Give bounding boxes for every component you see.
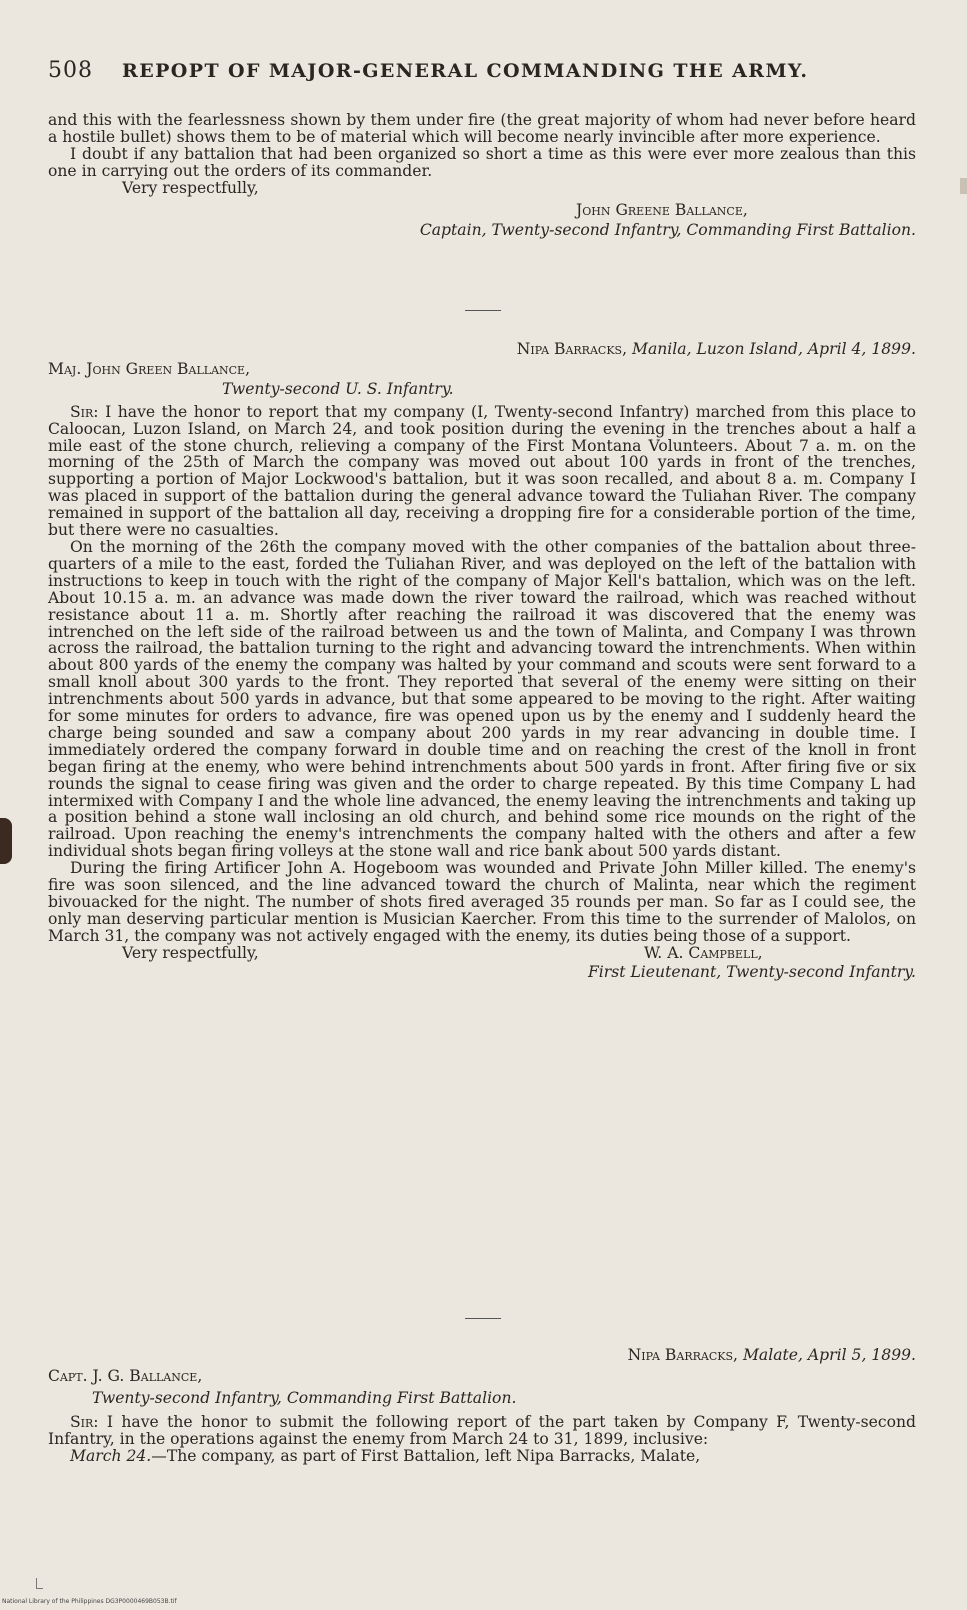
- page-number: 508: [48, 58, 93, 83]
- signature-title: First Lieutenant, Twenty-second Infantry.: [587, 962, 916, 981]
- addressee-unit: Twenty-second Infantry, Commanding First Battalion.: [92, 1388, 517, 1407]
- scan-edge-mark: [960, 178, 967, 194]
- paragraph: Sir: I have the honor to submit the following report of the part taken by Company F, Twenty-second Infantry, in the operations against the enemy from March 24 to 31, 1899, inclusive:: [48, 1412, 916, 1448]
- page-header: [48, 58, 918, 83]
- place: Nipa Barracks,: [627, 1346, 738, 1364]
- paragraph: Sir: I have the honor to report that my company (I, Twenty-second Infantry) marched from this place to Caloocan, Luzon Island, on March 24, and took position during the evening in the trenches about a half a mile east of the stone church, relieving a company of the First Montana Volunteers. About 7 a. m. on the morning of the 25th of March the company was moved out about 100 yards in front of the trenches, supporting a portion of Major Lockwood's battalion, but it was soon recalled, and about 8 a. m. Company I was placed in support of the battalion during the general advance toward the Tuliahan River. The company remained in support of the battalion all day, receiving a dropping fire for a considerable portion of the time, but there were no casualties.: [48, 402, 916, 540]
- addressee: Maj. John Green Ballance,: [48, 359, 251, 378]
- place-date-line: [48, 1347, 916, 1364]
- report1-end: [48, 112, 916, 239]
- corner-mark: [36, 1578, 43, 1589]
- paragraph: During the firing Artificer John A. Hogeboom was wounded and Private John Miller killed. The enemy's fire was soon silenced, and the line advanced toward the church of Malinta, near which the regiment bivouacked for the night. The number of shots fired averaged 35 rounds per man. So far as I could see, the only man deserving particular mention is Musician Kaercher. From this time to the surrender of Malolos, on March 31, the company was not actively engaged with the enemy, its duties being those of a support.: [48, 859, 916, 945]
- paragraph: On the morning of the 26th the company moved with the other companies of the battalion about three-quarters of a mile to the east, forded the Tuliahan River, and was deployed on the left of the battalion with instructions to keep in touch with the right of the company of Major Kell's battalion, which was on the left. About 10.15 a. m. an advance was made down the river toward the railroad, which was reached without resistance about 11 a. m. Shortly after reaching the railroad it was discovered that the enemy was intrenched on the left side of the railroad between us and the town of Malinta, and Company I was thrown across the railroad, the battalion turning to the right and advancing toward the intrenchments. When within about 800 yards of the enemy the company was halted by your command and scouts were sent forward to a small knoll about 300 yards to the front. They reported that several of the enemy were sitting on their intrenchments about 500 yards in advance, but that some appeared to be moving to the right. After waiting for some minutes for orders to advance, fire was opened upon us by the enemy and I suddenly heard the charge being sounded and saw a company about 200 yards in my rear advancing in double time. I immediately ordered the company forward in double time and on reaching the crest of the knoll in front began firing at the enemy, who were behind intrenchments about 500 yards in front. After firing five or six rounds the signal to cease firing was given and the order to charge repeated. By this time Company L had intermixed with Company I and the whole line advanced, the enemy leaving the intrenchments and taking up a position behind a stone wall inclosing an old church, and behind some rice mounds on the right of the railroad. Upon reaching the enemy's intrenchments the company halted with the others and after a few individual shots began firing volleys at the stone wall and rice bank about 500 yards distant.: [48, 537, 916, 861]
- salutation: Sir:: [70, 402, 99, 421]
- report3: [48, 1347, 916, 1464]
- addressee-unit: Twenty-second U. S. Infantry.: [222, 379, 454, 398]
- running-title: REPOPT OF MAJOR-GENERAL COMMANDING THE ARMY.: [122, 60, 809, 82]
- paragraph: I doubt if any battalion that had been organized so short a time as this were ever more zealous than this one in carrying out the orders of its commander.: [48, 144, 916, 180]
- place: Nipa Barracks,: [516, 340, 628, 358]
- addressee: Capt. J. G. Ballance,: [48, 1366, 203, 1385]
- scan-binding-mark: [0, 818, 12, 864]
- signature-title: Captain, Twenty-second Infantry, Commanding First Battalion.: [419, 221, 916, 240]
- section-divider: [465, 1318, 501, 1319]
- section-divider: [465, 310, 501, 311]
- date-lead: March 24.: [70, 1446, 152, 1465]
- closing: Very respectfully,: [122, 178, 259, 197]
- salutation: Sir:: [70, 1412, 99, 1431]
- date: Manila, Luzon Island, April 4, 1899.: [632, 340, 916, 358]
- library-stamp: National Library of the Philippines DG3P0000469B053B.tif: [2, 1598, 177, 1605]
- paragraph: and this with the fearlessness shown by them under fire (the great majority of whom had never before heard a hostile bullet) shows them to be of material which will become nearly invincible after more experience.: [48, 111, 916, 146]
- closing: Very respectfully,: [122, 943, 259, 962]
- signature: John Greene Ballance,: [576, 200, 748, 219]
- place-date-line: [48, 341, 916, 358]
- paragraph: March 24.—The company, as part of First Battalion, left Nipa Barracks, Malate,: [70, 1446, 701, 1465]
- date: Malate, April 5, 1899.: [742, 1346, 916, 1364]
- report2: [48, 341, 916, 980]
- signature: W. A. Campbell,: [644, 943, 763, 962]
